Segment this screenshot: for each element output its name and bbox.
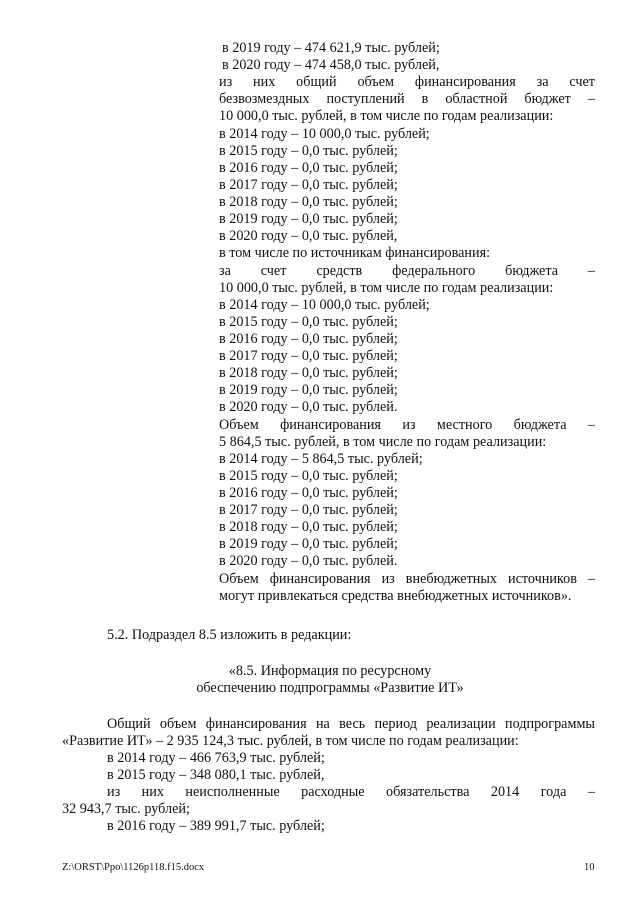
text-line: в 2015 году – 0,0 тыс. рублей; bbox=[219, 143, 398, 159]
text-line: в 2019 году – 0,0 тыс. рублей; bbox=[219, 382, 398, 398]
text-line: в 2014 году – 10 000,0 тыс. рублей; bbox=[219, 297, 430, 313]
justified-line: Объем финансирования из внебюджетных источников – bbox=[219, 571, 595, 587]
text-line: в 2016 году – 389 991,7 тыс. рублей; bbox=[107, 818, 325, 834]
section-heading-line-2: обеспечению подпрограммы «Развитие ИТ» bbox=[196, 680, 464, 696]
justified-line: из них общий объем финансирования за счет bbox=[219, 74, 595, 90]
justified-line: из них неисполненные расходные обязательства 2014 года – bbox=[107, 784, 595, 800]
page-number: 10 bbox=[584, 862, 595, 873]
section-heading-line-1: «8.5. Информация по ресурсному bbox=[228, 663, 432, 679]
text-line: в 2018 году – 0,0 тыс. рублей; bbox=[219, 194, 398, 210]
text-line: в 2016 году – 0,0 тыс. рублей; bbox=[219, 160, 398, 176]
text-line: в 2019 году – 0,0 тыс. рублей; bbox=[219, 211, 398, 227]
text-line: в 2018 году – 0,0 тыс. рублей; bbox=[219, 519, 398, 535]
text-line: в 2018 году – 0,0 тыс. рублей; bbox=[219, 365, 398, 381]
text-line: «Развитие ИТ» – 2 935 124,3 тыс. рублей, в том числе по годам реализации: bbox=[62, 733, 519, 749]
text-line: в 2016 году – 0,0 тыс. рублей; bbox=[219, 485, 398, 501]
text-line: 5 864,5 тыс. рублей, в том числе по годам реализации: bbox=[219, 434, 547, 450]
text-line: в 2015 году – 348 080,1 тыс. рублей, bbox=[107, 767, 325, 783]
justified-line: Общий объем финансирования на весь период реализации подпрограммы bbox=[107, 716, 595, 732]
justified-line: Объем финансирования из местного бюджета – bbox=[219, 417, 595, 433]
justified-line: за счет средств федерального бюджета – bbox=[219, 263, 595, 279]
text-line: в 2020 году – 0,0 тыс. рублей. bbox=[219, 399, 398, 415]
text-line: в 2016 году – 0,0 тыс. рублей; bbox=[219, 331, 398, 347]
text-line: в 2017 году – 0,0 тыс. рублей; bbox=[219, 502, 398, 518]
text-line: 10 000,0 тыс. рублей, в том числе по годам реализации: bbox=[219, 108, 554, 124]
text-line: в 2015 году – 0,0 тыс. рублей; bbox=[219, 314, 398, 330]
text-line: в 2015 году – 0,0 тыс. рублей; bbox=[219, 468, 398, 484]
text-line: в 2019 году – 474 621,9 тыс. рублей; bbox=[222, 40, 440, 56]
text-line: в 2017 году – 0,0 тыс. рублей; bbox=[219, 177, 398, 193]
text-line: в 2017 году – 0,0 тыс. рублей; bbox=[219, 348, 398, 364]
text-line: в 2020 году – 0,0 тыс. рублей. bbox=[219, 553, 398, 569]
text-line: в 2014 году – 10 000,0 тыс. рублей; bbox=[219, 126, 430, 142]
text-line: 32 943,7 тыс. рублей; bbox=[62, 801, 190, 817]
text-line: в 2014 году – 5 864,5 тыс. рублей; bbox=[219, 451, 423, 467]
text-line: в 2014 году – 466 763,9 тыс. рублей; bbox=[107, 750, 325, 766]
text-line: в 2019 году – 0,0 тыс. рублей; bbox=[219, 536, 398, 552]
text-line: могут привлекаться средства внебюджетных источников». bbox=[219, 588, 572, 604]
text-line: в том числе по источникам финансирования: bbox=[219, 245, 491, 261]
text-line: в 2020 году – 0,0 тыс. рублей, bbox=[219, 228, 398, 244]
section-instruction: 5.2. Подраздел 8.5 изложить в редакции: bbox=[107, 627, 352, 643]
text-line: 10 000,0 тыс. рублей, в том числе по годам реализации: bbox=[219, 280, 554, 296]
footer-file-path: Z:\ORST\Ppo\1126p118.f15.docx bbox=[62, 862, 205, 873]
text-line: в 2020 году – 474 458,0 тыс. рублей, bbox=[222, 57, 440, 73]
justified-line: безвозмездных поступлений в областной бюджет – bbox=[219, 91, 595, 107]
